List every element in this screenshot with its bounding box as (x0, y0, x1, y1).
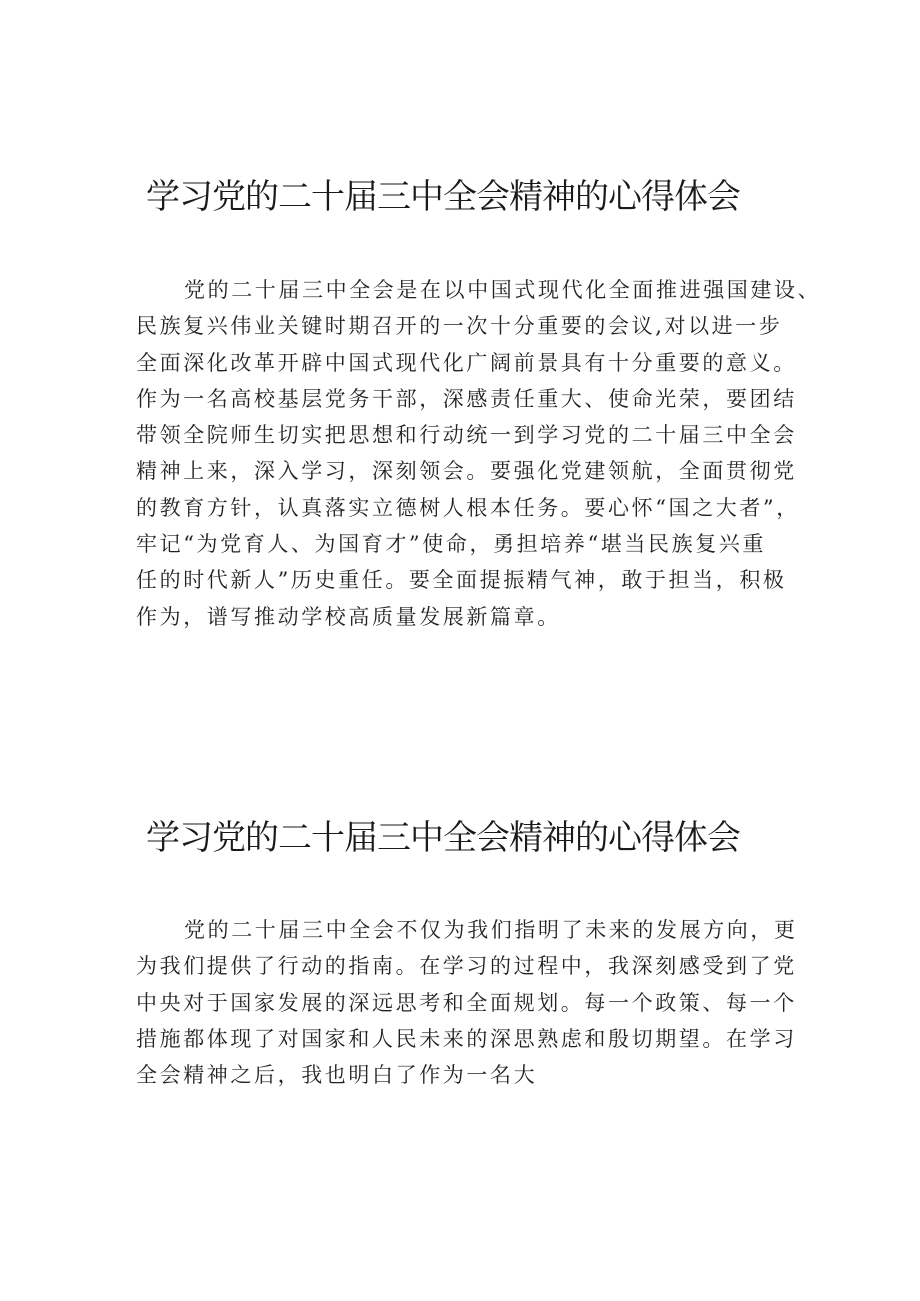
paragraph-line: 民族复兴伟业关键时期召开的一次十分重要的会议,对以进一步 (136, 314, 783, 339)
section-2-title: 学习党的二十届三中全会精神的心得体会 (146, 818, 740, 858)
paragraph-line: 作为一名高校基层党务干部，深感责任重大、使命光荣，要团结 (136, 386, 797, 411)
section-1-paragraph (136, 272, 822, 635)
paragraph-line: 为我们提供了行动的指南。在学习的过程中，我深刻感受到了党 (136, 954, 797, 979)
paragraph-line: 的教育方针，认真落实立德树人根本任务。要心怀“国之大者”， (136, 495, 800, 520)
paragraph-line: 作为，谱写推动学校高质量发展新篇章。 (136, 604, 561, 629)
paragraph-line: 措施都体现了对国家和人民未来的深思熟虑和殷切期望。在学习 (136, 1026, 797, 1051)
paragraph-line: 任的时代新人”历史重任。要全面提振精气神，敢于担当，积极 (136, 568, 787, 593)
paragraph-line: 党的二十届三中全会是在以中国式现代化全面推进强国建设、 (184, 278, 822, 302)
paragraph-line: 党的二十届三中全会不仅为我们指明了未来的发展方向，更 (184, 918, 798, 942)
paragraph-line: 全会精神之后，我也明白了作为一名大 (136, 1063, 538, 1088)
paragraph-line: 全面深化改革开辟中国式现代化广阔前景具有十分重要的意义。 (136, 350, 797, 375)
paragraph-line: 牢记“为党育人、为国育才”使命，勇担培养“堪当民族复兴重 (136, 532, 767, 557)
paragraph-line: 中央对于国家发展的深远思考和全面规划。每一个政策、每一个 (136, 990, 797, 1015)
paragraph-line: 带领全院师生切实把思想和行动统一到学习党的二十届三中全会 (136, 423, 797, 448)
paragraph-line: 精神上来，深入学习，深刻领会。要强化党建领航，全面贯彻党 (136, 459, 797, 484)
section-2-paragraph (136, 912, 796, 1093)
section-1-title: 学习党的二十届三中全会精神的心得体会 (146, 177, 740, 217)
